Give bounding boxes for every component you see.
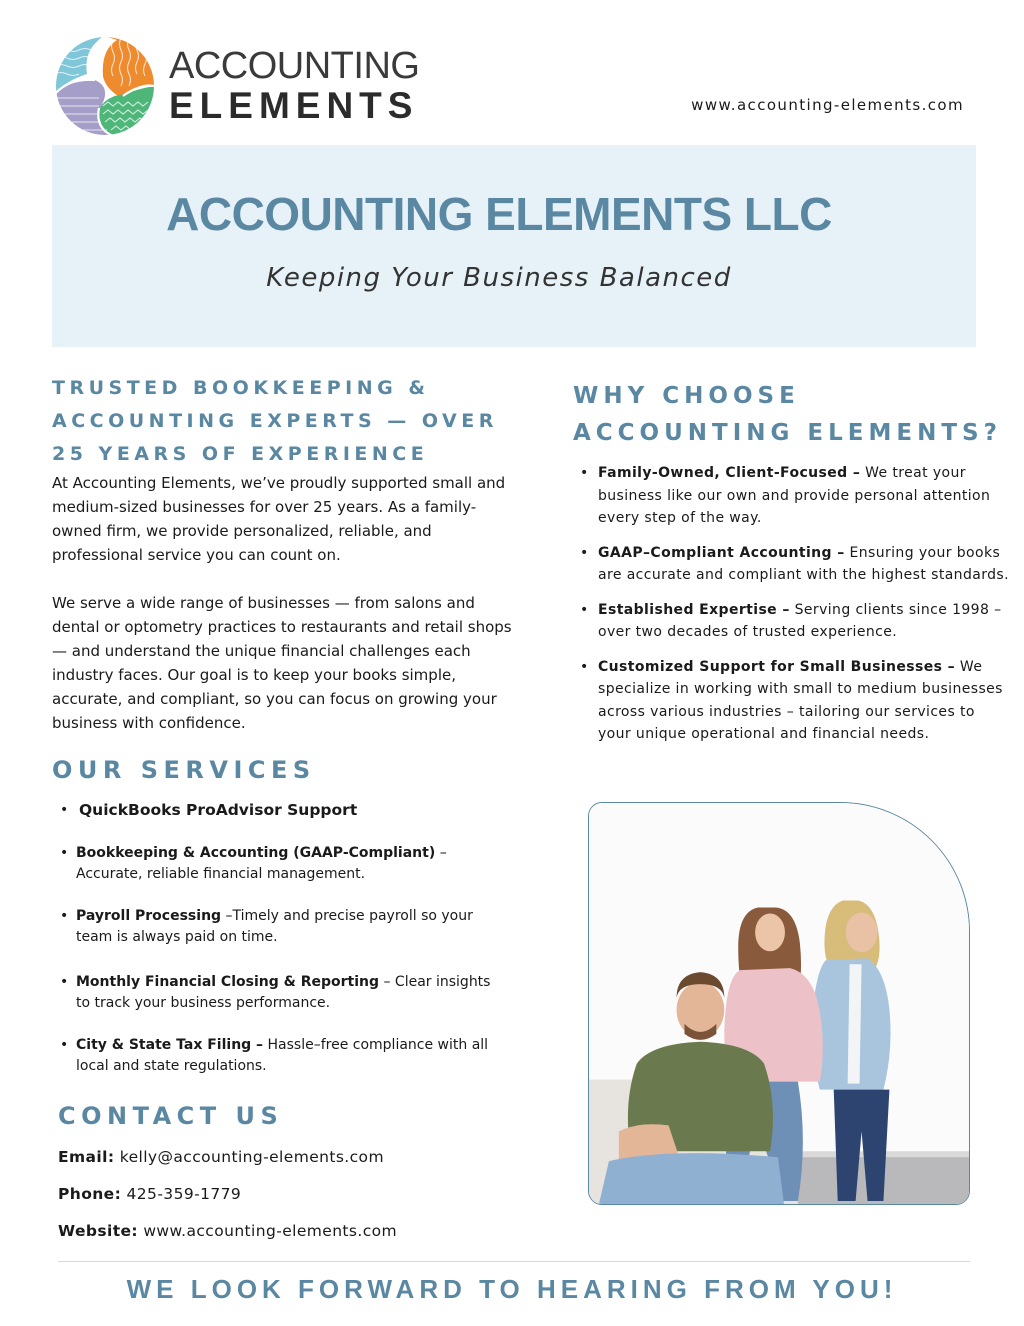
why-item <box>580 462 1010 530</box>
logo-text-line1: ACCOUNTING <box>169 45 420 87</box>
footer-divider <box>58 1261 970 1262</box>
service-item <box>58 843 508 885</box>
logo-swirl-icon <box>55 36 155 136</box>
why-item-title: Established Expertise – <box>598 601 790 618</box>
service-title: Payroll Processing <box>76 908 222 924</box>
company-logo <box>55 36 420 136</box>
why-choose-heading <box>573 378 1002 452</box>
phone-label: Phone: <box>58 1185 122 1203</box>
services-heading: OUR SERVICES <box>52 756 316 784</box>
company-tagline: Keeping Your Business Balanced <box>266 263 732 293</box>
why-item-desc: We treat your business like our own and provide personal attention every step of the way. <box>598 465 991 526</box>
logo-text-line2: ELEMENTS <box>169 85 419 126</box>
service-desc: – Accurate, reliable financial management. <box>76 845 447 882</box>
service-title: Bookkeeping & Accounting (GAAP-Compliant) <box>76 845 436 861</box>
intro-heading: TRUSTED BOOKKEEPING & ACCOUNTING EXPERTS — OVER 25 YEARS OF EXPERIENCE <box>52 377 498 465</box>
service-title: City & State Tax Filing – <box>76 1037 264 1053</box>
header-website-link[interactable]: www.accounting-elements.com <box>691 96 964 114</box>
team-photo-illustration <box>589 803 969 1204</box>
why-item-desc: Serving clients since 1998 – over two decades of trusted experience. <box>598 601 1002 640</box>
service-desc: –Timely and precise payroll so your team is always paid on time. <box>76 908 473 945</box>
why-heading-line2: ACCOUNTING ELEMENTS? <box>573 420 1002 446</box>
contact-phone <box>58 1183 397 1205</box>
contact-website <box>58 1220 397 1242</box>
service-desc: – Clear insights to track your business performance. <box>76 974 491 1011</box>
why-item <box>580 656 1010 746</box>
why-item-desc: Ensuring your books are accurate and compliant with the highest standards. <box>598 544 1009 583</box>
company-title: ACCOUNTING ELEMENTS LLC <box>166 188 832 240</box>
service-item <box>58 1035 508 1077</box>
why-item <box>580 599 1010 644</box>
email-link[interactable]: kelly@accounting-elements.com <box>114 1148 384 1166</box>
phone-link[interactable]: 425-359-1779 <box>121 1185 242 1203</box>
why-heading-line1: WHY CHOOSE <box>573 383 800 409</box>
service-title: QuickBooks ProAdvisor Support <box>79 801 358 819</box>
why-item-title: Family-Owned, Client-Focused – <box>598 465 861 481</box>
website-label: Website: <box>58 1222 139 1240</box>
service-desc: Hassle–free compliance with all local and state regulations. <box>76 1037 489 1074</box>
service-item <box>58 800 508 821</box>
intro-paragraph: At Accounting Elements, we’ve proudly supported small and medium-sized businesses for over 25 years. As a family-owned firm, we provide personalized, reliable, and professional service you can count on. <box>52 474 506 564</box>
why-item-title: GAAP–Compliant Accounting – <box>598 544 845 561</box>
contact-heading: CONTACT US <box>58 1102 284 1130</box>
contact-info <box>58 1146 397 1257</box>
why-choose-list <box>580 462 1010 758</box>
service-item <box>58 906 508 948</box>
email-label: Email: <box>58 1148 115 1166</box>
service-item <box>58 972 508 1014</box>
why-item-desc: We specialize in working with small to medium businesses across various industries – tailoring our services to your unique operational and financial needs. <box>598 658 1003 742</box>
service-title: Monthly Financial Closing & Reporting <box>76 974 380 990</box>
why-item <box>580 542 1010 587</box>
intro-section <box>52 372 512 735</box>
website-link[interactable]: www.accounting-elements.com <box>138 1222 398 1240</box>
services-list <box>58 800 508 1098</box>
why-item-title: Customized Support for Small Businesses – <box>598 658 956 675</box>
footer-closing-message: WE LOOK FORWARD TO HEARING FROM YOU! <box>126 1274 898 1304</box>
team-photo <box>588 802 970 1205</box>
intro-paragraph: We serve a wide range of businesses — from salons and dental or optometry practices to restaurants and retail shops — and understand the unique financial challenges each industry faces. Our goal is to keep your books simple, accurate, and compliant, so you can focus on growing your business with confidence. <box>52 594 512 732</box>
contact-email <box>58 1146 397 1168</box>
title-banner <box>52 145 976 347</box>
